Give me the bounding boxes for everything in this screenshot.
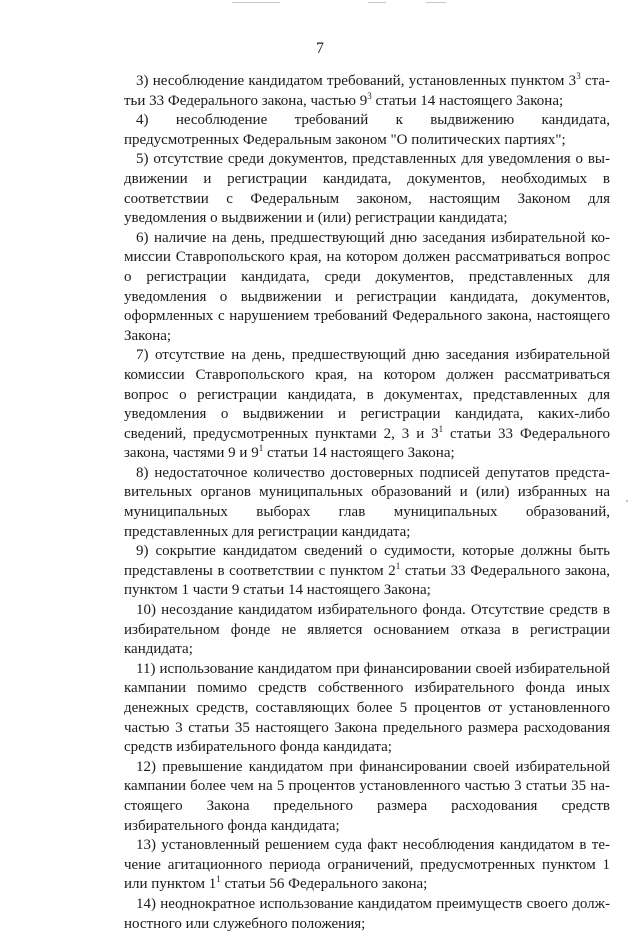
list-item-7: 7) отсутствие на день, предшествующий дню заседания избирательной комиссии Ставропольского края, на котором должен рассматриваться вопрос о регистрации кандидата, в документах, представленных для уведомления о выдвижении и регистрации кандидата, каких-либо сведений, предусмотренных пунктами 2, 3 и $3^1$ статьи 33 Федерального закона, частями 9 и $9^1$ статьи 14 настоящего Закона; [124, 347, 610, 462]
list-item-9: 9) сокрытие кандидатом сведений о судимости, которые должны быть представлены в соответствии с пунктом $2^1$ статьи 33 Федерального закона, пунктом 1 части 9 статьи 14 настоящего Закона; [124, 543, 610, 599]
list-item-6: 6) наличие на день, предшествующий дню заседания избирательной комиссии Ставропольского края, на котором должен рассматриваться вопрос о регистрации кандидата, среди документов, представленных для уведомления о выдвижении и регистрации кандидата, документов, оформленных с нарушением требований Федерального закона, настоящего Закона; [124, 229, 610, 344]
list-item-12: 12) превышение кандидатом при финансировании своей избирательной кампании более чем на 5 процентов установленного частью 3 статьи 35 настоящего Закона предельного размера расходования средств избирательного фонда кандидата; [124, 758, 610, 834]
scan-top-edge-marks [0, 0, 640, 8]
list-item-3: 3) несоблюдение кандидатом требований, установленных пунктом $3^3$ статьи 33 Федерального закона, частью $9^3$ статьи 14 настоящего Закона; [124, 71, 611, 109]
page-number: 7 [316, 40, 324, 57]
list-item-4: 4) несоблюдение требований к выдвижению кандидата, предусмотренных Федеральным законом "О политических партиях"; [124, 112, 610, 148]
list-item-11: 11) использование кандидатом при финансировании своей избирательной кампании помимо средств собственного избирательного фонда иных денежных средств, составляющих более 5 процентов от установленного частью 3 статьи 35 настоящего Закона предельного размера расходования средств избирательного фонда кандидата; [124, 660, 610, 756]
scan-speck [626, 500, 628, 502]
list-item-8: 8) недостаточное количество достоверных подписей депутатов представительных органов муниципальных образований и (или) избранных на муниципальных выборах глав муниципальных образований, представленных для регистрации кандидата; [124, 464, 610, 540]
list-item-14: 14) неоднократное использование кандидатом преимуществ своего должностного или служебного положения; [124, 895, 610, 932]
list-item-13: 13) установленный решением суда факт несоблюдения кандидатом в течение агитационного периода ограничений, предусмотренных пунктом 1 или пунктом $1^1$ статьи 56 Федерального закона; [124, 837, 610, 893]
list-item-10: 10) несоздание кандидатом избирательного фонда. Отсутствие средств в избирательном фонде не является основанием отказа в регистрации кандидата; [124, 602, 610, 658]
document-body [124, 72, 610, 934]
list-item-5: 5) отсутствие среди документов, представленных для уведомления о выдвижении и регистрации кандидата, документов, необходимых в соответствии с Федеральным законом, настоящим Законом для уведомления о выдвижении и (или) регистрации кандидата; [124, 151, 610, 227]
